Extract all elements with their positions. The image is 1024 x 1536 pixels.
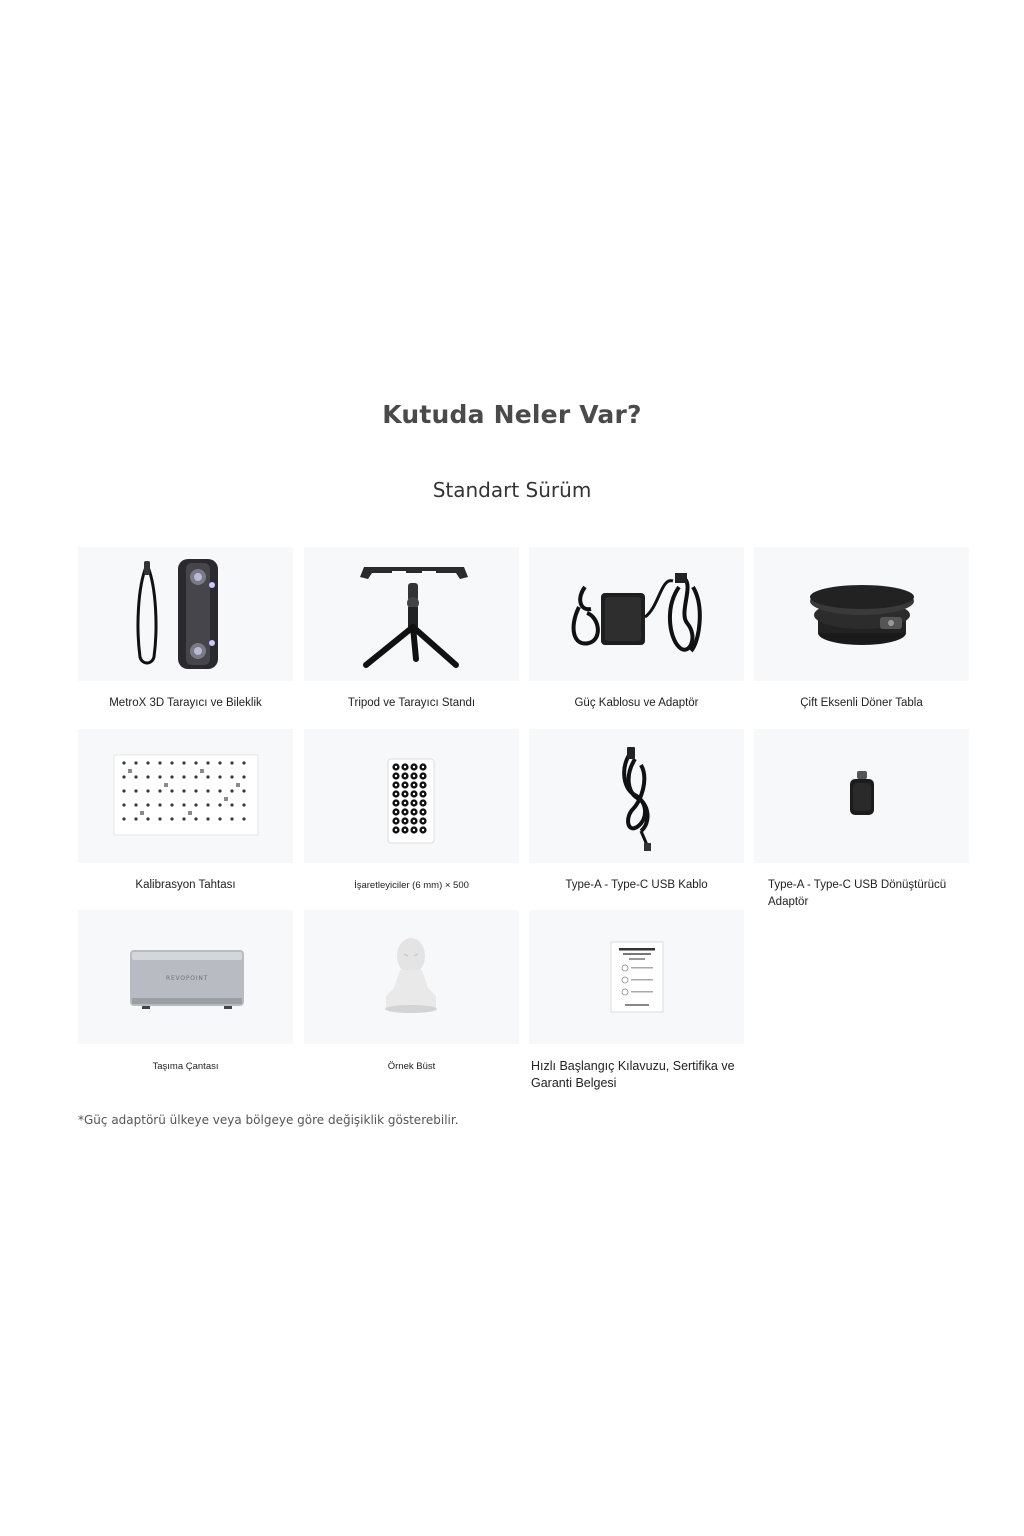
box-item-bust (304, 910, 519, 1075)
item-label: Güç Kablosu ve Adaptör (574, 697, 699, 709)
box-item-scanner (78, 547, 293, 712)
scanner-wristband-image (78, 547, 293, 681)
turntable-image (754, 547, 969, 681)
box-item-markers (304, 729, 519, 894)
page-title: Kutuda Neler Var? (382, 400, 642, 429)
box-item-usb-adapter (754, 729, 969, 911)
item-label: Çift Eksenli Döner Tabla (800, 697, 923, 709)
power-adapter-image (529, 547, 744, 681)
item-label: Tripod ve Tarayıcı Standı (347, 697, 476, 709)
item-label: Taşıma Çantası (152, 1061, 219, 1072)
usb-cable-image (529, 729, 744, 863)
item-label: İşaretleyiciler (6 mm) × 500 (354, 880, 469, 891)
item-label: Örnek Büst (387, 1061, 436, 1072)
item-label: Hızlı Başlangıç Kılavuzu, Sertifika ve Garanti Belgesi (531, 1059, 735, 1090)
box-item-case (78, 910, 293, 1075)
markers-sheet-image (304, 729, 519, 863)
carrying-case-image (78, 910, 293, 1044)
usb-adapter-image (754, 729, 969, 863)
box-item-guide (529, 910, 744, 1092)
box-item-usb-cable (529, 729, 744, 894)
box-item-tripod (304, 547, 519, 712)
quick-guide-image (529, 910, 744, 1044)
box-item-power (529, 547, 744, 712)
edition-subtitle: Standart Sürüm (432, 478, 592, 502)
item-label: Type-A - Type-C USB Dönüştürücü Adaptör (768, 879, 947, 908)
sample-bust-image (304, 910, 519, 1044)
footnote: *Güç adaptörü ülkeye veya bölgeye göre değişiklik gösterebilir. (78, 1113, 459, 1127)
calibration-board-image (78, 729, 293, 863)
item-label: Type-A - Type-C USB Kablo (565, 879, 708, 891)
box-item-calibration (78, 729, 293, 894)
case-brand-text: REVOPOINT (166, 975, 209, 982)
tripod-stand-image (304, 547, 519, 681)
item-label: Kalibrasyon Tahtası (135, 879, 236, 891)
item-label: MetroX 3D Tarayıcı ve Bileklik (109, 697, 262, 709)
box-item-turntable (754, 547, 969, 712)
